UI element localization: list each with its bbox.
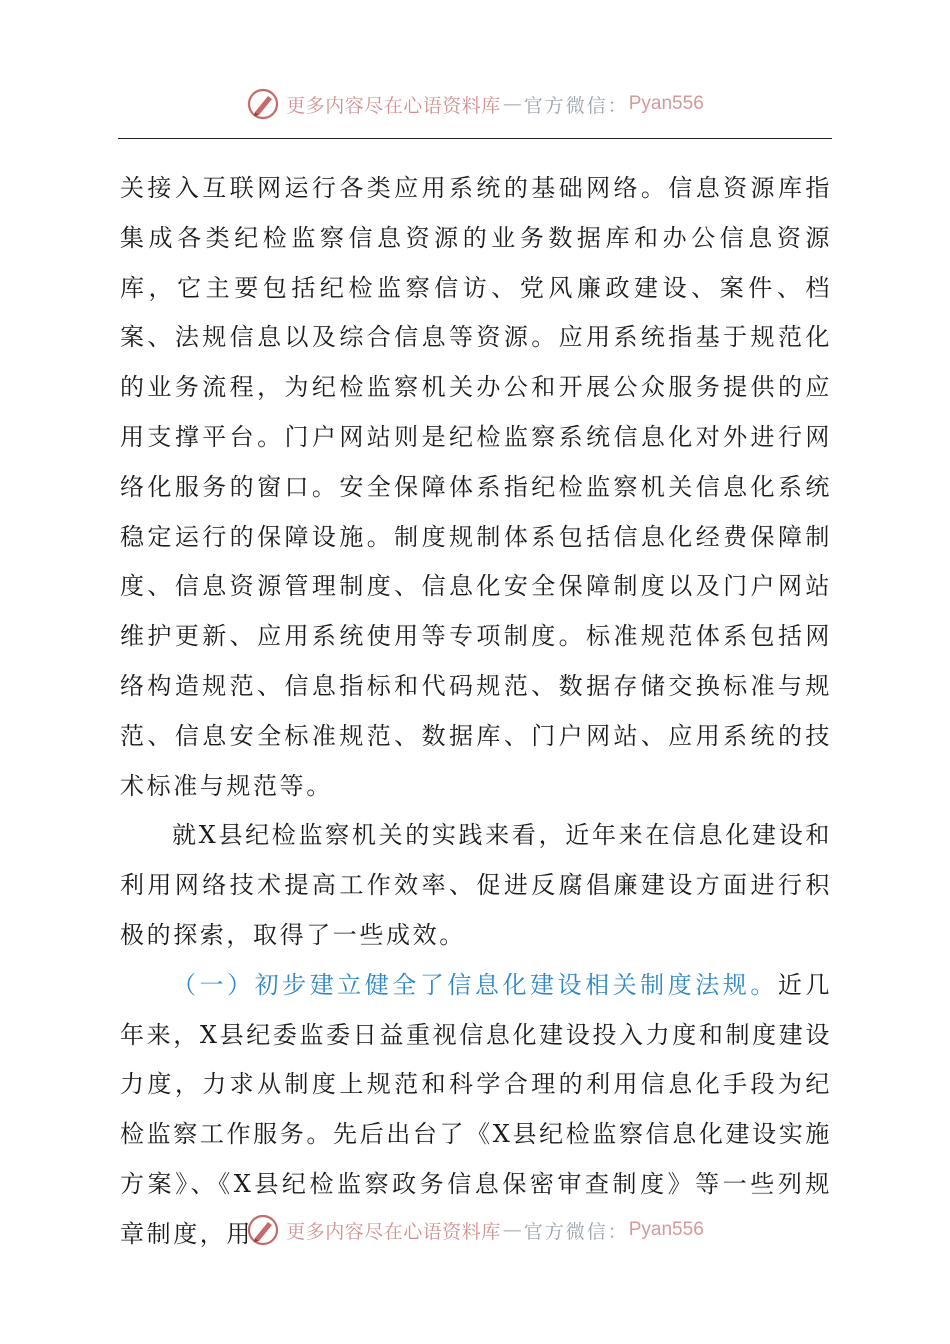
paragraph-regulations-body: 近几年来，X县纪委监委日益重视信息化建设投入力度和制度建设力度，力求从制度上规范和科学合理的利用信息化手段为纪检监察工作服务。先后出台了《X县纪检监察信息化建设实施方案》、《X县纪检监察政务信息保密审查制度》等一些列规章制度，用 — [120, 970, 832, 1248]
paragraph-infrastructure: 关接入互联网运行各类应用系统的基础网络。信息资源库指集成各类纪检监察信息资源的业务数据库和办公信息资源库，它主要包括纪检监察信访、党风廉政建设、案件、档案、法规信息以及综合信息等资源。应用系统指基于规范化的业务流程，为纪检监察机关办公和开展公众服务提供的应用支撑平台。门户网站则是纪检监察系统信息化对外进行网络化服务的窗口。安全保障体系指纪检监察机关信息化系统稳定运行的保障设施。制度规制体系包括信息化经费保障制度、信息资源管理制度、信息化安全保障制度以及门户网站维护更新、应用系统使用等专项制度。标准规范体系包括网络构造规范、信息指标和代码规范、数据存储交换标准与规范、信息安全标准规范、数据库、门户网站、应用系统的技术标准与规范等。 — [120, 174, 832, 800]
footer-dash: — — [502, 1219, 522, 1241]
page-footer — [0, 1208, 950, 1252]
page-header — [0, 82, 950, 126]
footer-brand-text: 更多内容尽在心语资料库 — [286, 1220, 501, 1243]
footer-wechat-id: Pyan556 — [628, 1219, 704, 1240]
header-divider — [118, 138, 832, 139]
header-dash: — — [502, 93, 522, 115]
header-wechat-id: Pyan556 — [628, 93, 704, 114]
document-body — [120, 164, 832, 1260]
pen-logo-icon — [246, 87, 280, 121]
header-brand-text: 更多内容尽在心语资料库 — [286, 94, 501, 117]
header-wechat-label: 官方微信： — [523, 94, 629, 117]
section-heading-regulations: （一）初步建立健全了信息化建设相关制度法规。 — [172, 970, 778, 999]
footer-wechat-label: 官方微信： — [523, 1220, 629, 1243]
pen-logo-icon — [246, 1213, 280, 1247]
paragraph-practice: 就X县纪检监察机关的实践来看，近年来在信息化建设和利用网络技术提高工作效率、促进反腐倡廉建设方面进行积极的探索，取得了一些成效。 — [120, 821, 832, 949]
